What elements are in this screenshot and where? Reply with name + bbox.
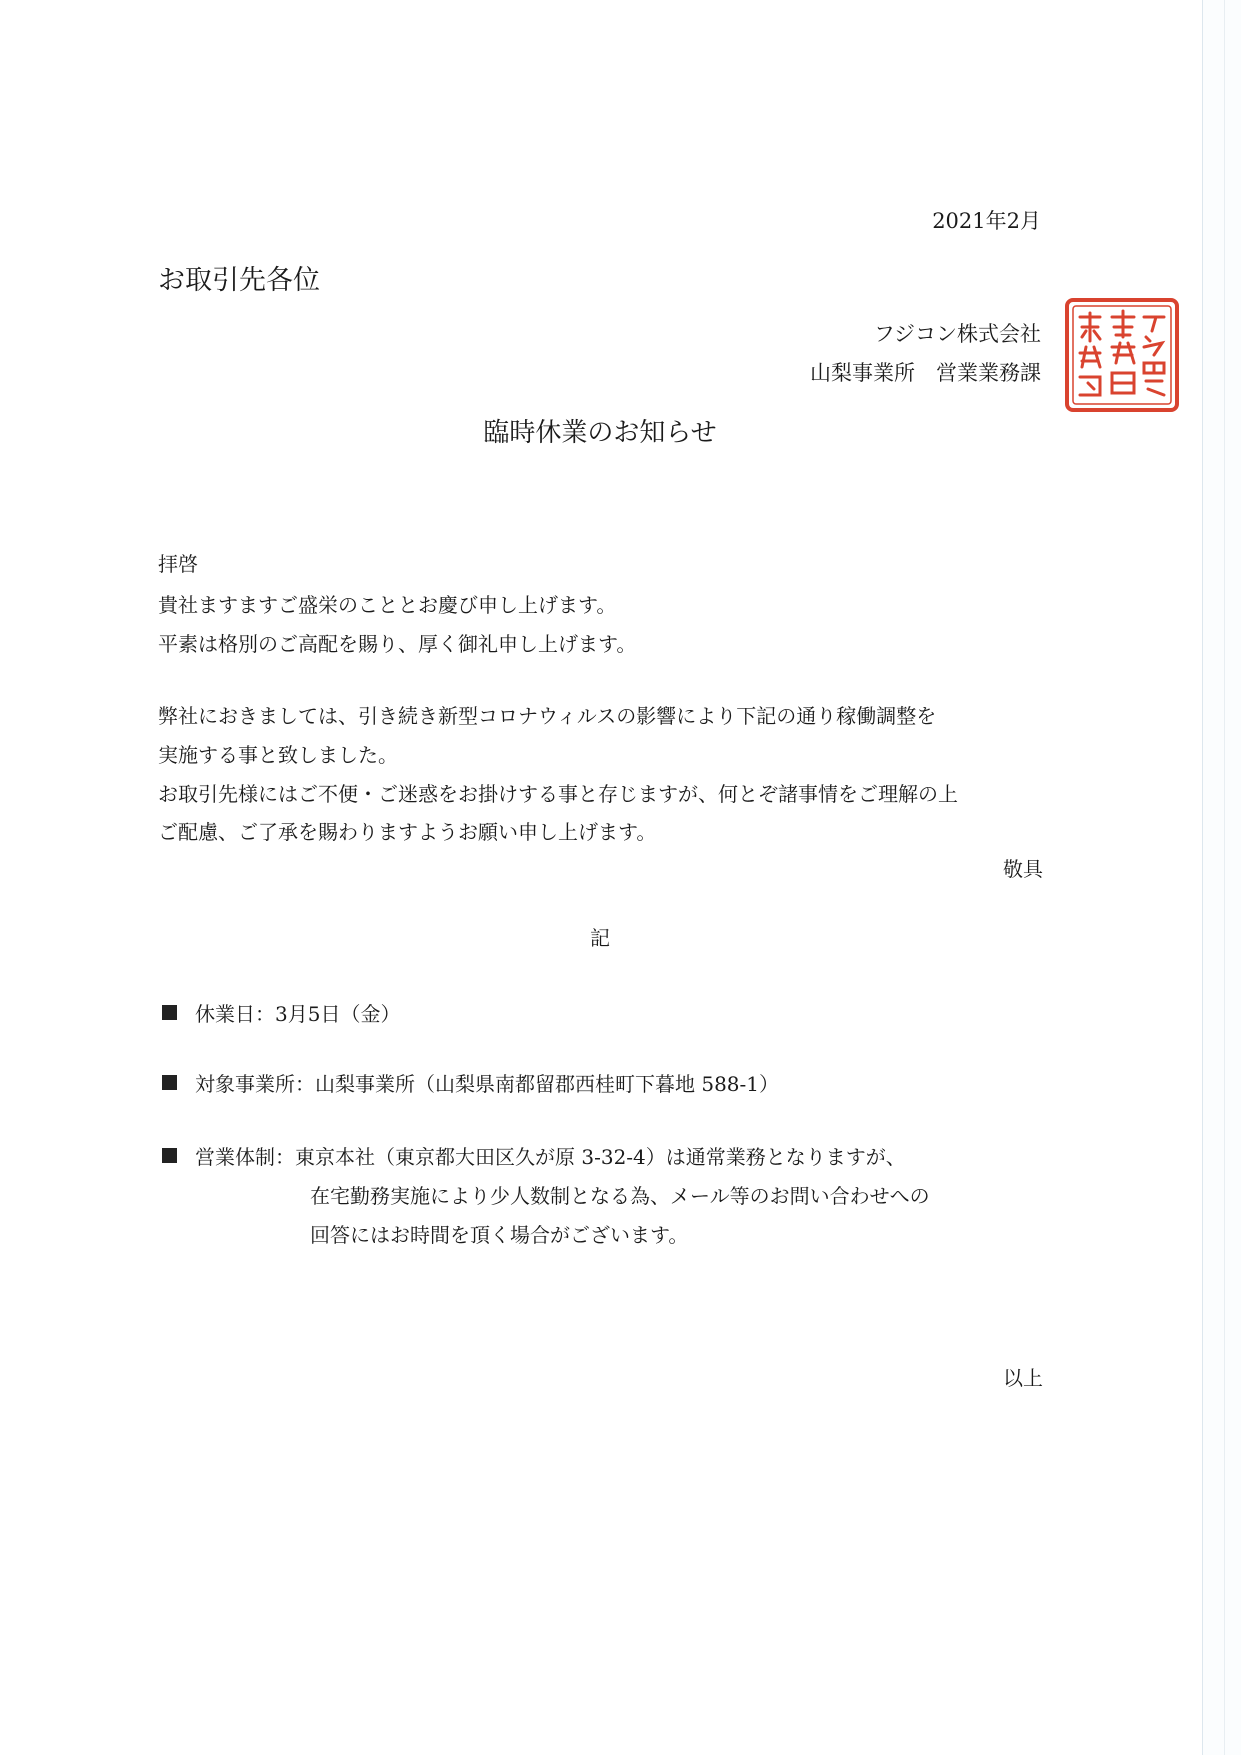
note-item-text: 営業体制：東京本社（東京都大田区久が原 3-32-4）は通常業務となりますが、 <box>195 1145 906 1169</box>
body-line: お取引先様にはご不便・ご迷惑をお掛けする事と存じますが、何とぞ諸事情をご理解の上 <box>158 782 958 806</box>
company-seal-icon <box>1064 297 1180 413</box>
closing-ijou: 以上 <box>1003 1366 1043 1390</box>
notes-heading: 記 <box>590 926 610 950</box>
body-line: 弊社におきましては、引き続き新型コロナウィルスの影響により下記の通り稼働調整を <box>158 704 937 728</box>
note-item-text: 休業日：3月5日（金） <box>195 1002 401 1026</box>
salutation: 拝啓 <box>158 552 198 576</box>
square-bullet-icon <box>162 1005 177 1020</box>
department-name: 山梨事業所 営業業務課 <box>810 361 1041 385</box>
closing-keigu: 敬具 <box>1003 857 1043 881</box>
recipient-line: お取引先各位 <box>158 265 320 296</box>
note-item <box>162 1068 779 1097</box>
body-line: 貴社ますますご盛栄のこととお慶び申し上げます。 <box>158 593 617 617</box>
square-bullet-icon <box>162 1148 177 1163</box>
note-item-continuation: 在宅勤務実施により少人数制となる為、メール等のお問い合わせへの <box>310 1184 930 1208</box>
note-item-continuation: 回答にはお時間を頂く場合がございます。 <box>310 1223 689 1247</box>
body-line: 実施する事と致しました。 <box>158 743 398 767</box>
document-date: 2021年2月 <box>932 209 1041 233</box>
punch-strip <box>1202 0 1241 1755</box>
square-bullet-icon <box>162 1075 177 1090</box>
body-line: ご配慮、ご了承を賜わりますようお願い申し上げます。 <box>158 820 657 844</box>
note-item <box>162 1141 906 1170</box>
note-item-text: 対象事業所：山梨事業所（山梨県南都留郡西桂町下暮地 588-1） <box>195 1072 780 1096</box>
body-line: 平素は格別のご高配を賜り、厚く御礼申し上げます。 <box>158 632 637 656</box>
notice-title: 臨時休業のお知らせ <box>483 418 717 448</box>
note-item <box>162 998 400 1027</box>
company-name: フジコン株式会社 <box>873 322 1041 346</box>
